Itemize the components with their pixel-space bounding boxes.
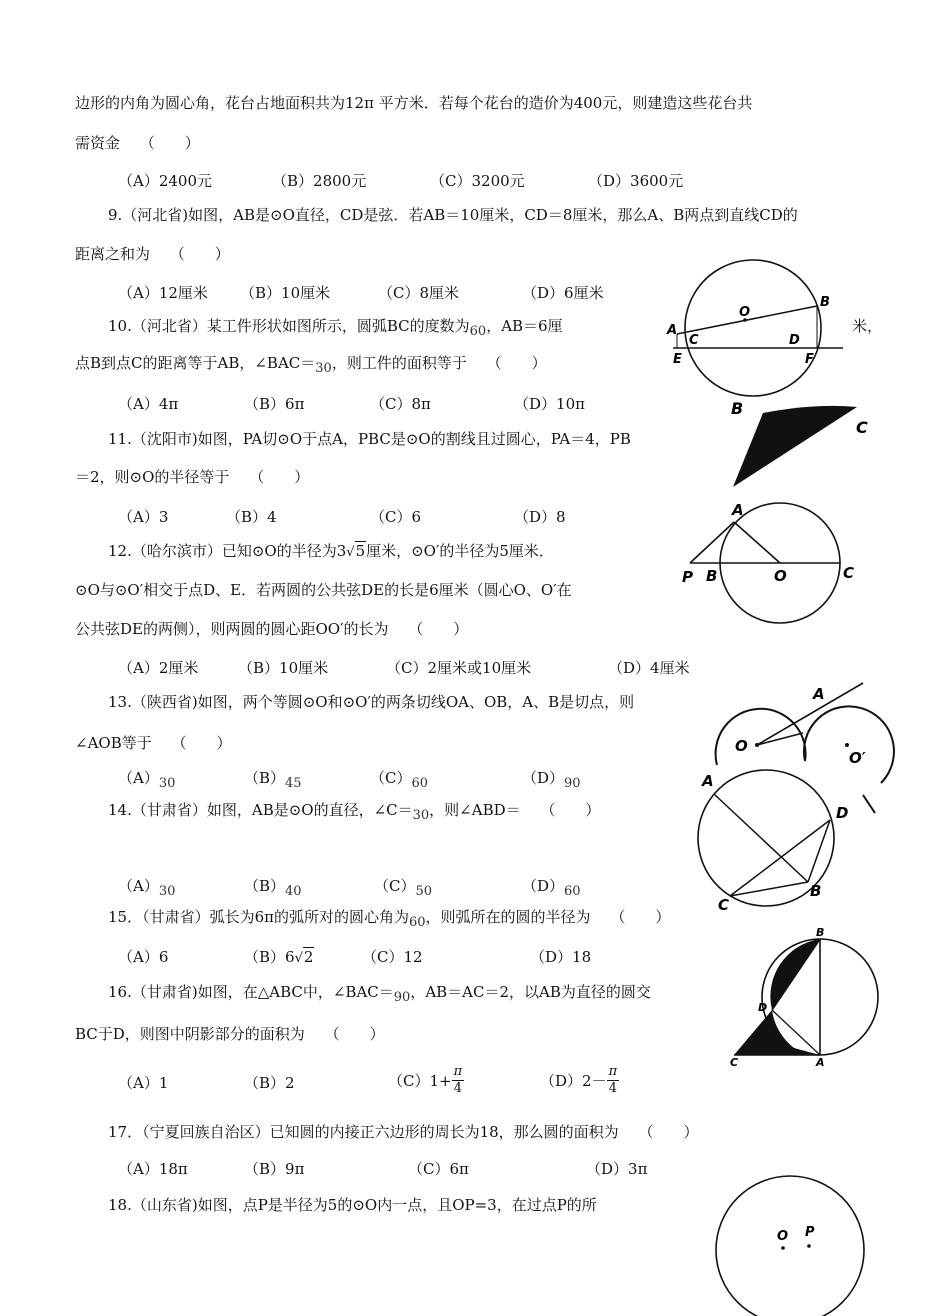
q12-line1: 12.（哈尔滨市）已知⊙O的半径为3√5厘米，⊙O′的半径为5厘米． [108,542,554,560]
q18-line1: 18.（山东省)如图，点P是半径为5的⊙O内一点，且OP=3，在过点P的所 [108,1196,597,1214]
q18-figure [710,1174,870,1316]
q12-option-d: （D）4厘米 [608,659,690,677]
q9-option-a: （A）12厘米 [118,284,208,302]
q11-line2: ＝2，则⊙O的半径等于 （ ） [75,468,310,486]
label-o: O [777,1229,789,1244]
q17-line1: 17．（宁夏回族自治区）已知圆的内接正六边形的周长为18，那么圆的面积为 （ ） [108,1123,699,1141]
q17-option-a: （A）18π [118,1160,188,1178]
q14-option-a: （A）30 [118,877,176,899]
q12-option-b: （B）10厘米 [238,659,329,677]
q12-line3: 公共弦DE的两侧），则两圆的圆心距OO′的长为 （ ） [75,620,469,638]
q13-line2: ∠AOB等于 （ ） [75,734,232,752]
q11-line1: 11.（沈阳市)如图，PA切⊙O于点A，PBC是⊙O的割线且过圆心，PA＝4，PB [108,430,631,448]
q10-option-b: （B）6π [244,395,305,413]
label-o: O [774,567,787,585]
answer-blank: （ ） [486,354,547,372]
q10-line1-end: 米， [852,317,883,335]
answer-blank: （ ） [171,734,232,752]
q8-line2: 需资金 （ ） [75,134,200,152]
q16-line1: 16.（甘肃省)如图，在△ABC中，∠BAC＝90，AB＝AC＝2，以AB为直径的圆交 [108,983,651,1005]
q9-option-c: （C）8厘米 [378,284,460,302]
label-e: E [673,352,682,367]
q17-option-b: （B）9π [244,1160,305,1178]
q16-line2: BC于D，则图中阴影部分的面积为 （ ） [75,1025,385,1043]
q14-line1: 14.（甘肃省）如图，AB是⊙O的直径，∠C＝30，则∠ABD＝ （ ） [108,801,601,823]
q8-option-a: （A）2400元 [118,172,213,190]
q11-option-d: （D）8 [514,508,566,526]
q9-line2: 距离之和为 （ ） [75,245,230,263]
q10-option-a: （A）4π [118,395,179,413]
label-a: A [816,1056,825,1069]
label-b: B [820,295,830,310]
q14-option-d: （D）60 [522,877,581,899]
label-a: A [702,772,714,790]
answer-blank: （ ） [540,801,601,819]
answer-blank: （ ） [408,620,469,638]
q16-option-b: （B）2 [244,1074,295,1092]
answer-blank: （ ） [249,468,310,486]
q15-line1: 15．（甘肃省）弧长为6π的弧所对的圆心角为60，则弧所在的圆的半径为 （ ） [108,908,671,930]
q8-option-b: （B）2800元 [272,172,367,190]
q11-option-a: （A）3 [118,508,169,526]
q10-option-d: （D）10π [514,395,585,413]
q9-option-b: （B）10厘米 [240,284,331,302]
label-f: F [805,352,814,367]
q14-figure [690,768,860,914]
label-p: P [682,568,693,586]
label-b: B [731,399,744,418]
label-p: P [805,1225,815,1240]
answer-blank: （ ） [324,1025,385,1043]
q17-option-d: （D）3π [586,1160,648,1178]
label-c: C [718,896,730,914]
label-a: A [813,685,825,703]
q15-option-c: （C）12 [362,948,423,966]
q13-option-d: （D）90 [522,769,581,791]
q15-option-d: （D）18 [530,948,592,966]
answer-blank: （ ） [638,1123,699,1141]
label-d: D [836,804,849,822]
q8-option-d: （D）3600元 [588,172,684,190]
q14-option-b: （B）40 [244,877,302,899]
q13-option-b: （B）45 [244,769,302,791]
q11-figure [678,500,868,620]
answer-blank: （ ） [169,245,230,263]
label-c: C [843,564,855,582]
q12-option-c: （C）2厘米或10厘米 [386,659,532,677]
q14-option-c: （C）50 [374,877,433,899]
q16-option-a: （A）1 [118,1074,169,1092]
label-b: B [816,926,825,939]
q15-option-b: （B）6√2 [244,948,314,966]
q10-line2: 点B到点C的距离等于AB，∠BAC＝30，则工件的面积等于 （ ） [75,354,547,376]
q16-option-c: （C）1+ $\frac{\pi}{4}$ [388,1064,463,1096]
q13-option-c: （C）60 [370,769,429,791]
label-o: O [739,305,751,320]
q16-figure [728,926,888,1069]
answer-blank: （ ） [139,134,200,152]
q12-line2: ⊙O与⊙O′相交于点D、E．若两圆的公共弦DE的长是6厘米（圆心O、O′在 [75,581,572,599]
label-a: A [732,501,744,519]
q8-line1: 边形的内角为圆心角，花台占地面积共为12π 平方米．若每个花台的造价为400元，则建造这些花台共 [75,94,753,112]
q10-figure [725,395,875,495]
q10-option-c: （C）8π [370,395,431,413]
label-d: D [758,1001,768,1014]
q9-figure [665,262,845,380]
q17-option-c: （C）6π [408,1160,469,1178]
q13-line1: 13.（陕西省)如图，两个等圆⊙O和⊙O′的两条切线OA、OB，A、B是切点，则 [108,693,635,711]
label-b: B [810,882,822,900]
q16-option-d: （D）2－ $\frac{\pi}{4}$ [540,1064,618,1096]
q11-option-c: （C）6 [370,508,422,526]
q9-line1: 9.（河北省)如图，AB是⊙O直径，CD是弦．若AB＝10厘米，CD＝8厘米，那么A、B两点到直线CD的 [108,206,798,224]
q15-option-a: （A）6 [118,948,169,966]
label-o: O [735,737,748,755]
label-c: C [730,1056,739,1069]
answer-blank: （ ） [610,908,671,926]
q12-option-a: （A）2厘米 [118,659,199,677]
label-c: C [689,333,699,348]
label-c: C [856,418,868,437]
q13-option-a: （A）30 [118,769,176,791]
q10-line1: 10.（河北省）某工件形状如图所示，圆弧BC的度数为60，AB＝6厘 [108,317,563,339]
label-o-prime: O′ [849,749,866,767]
q9-option-d: （D）6厘米 [522,284,604,302]
label-d: D [789,333,800,348]
q8-option-c: （C）3200元 [430,172,525,190]
label-a: A [667,323,678,338]
q11-option-b: （B）4 [226,508,277,526]
label-b: B [706,567,718,585]
